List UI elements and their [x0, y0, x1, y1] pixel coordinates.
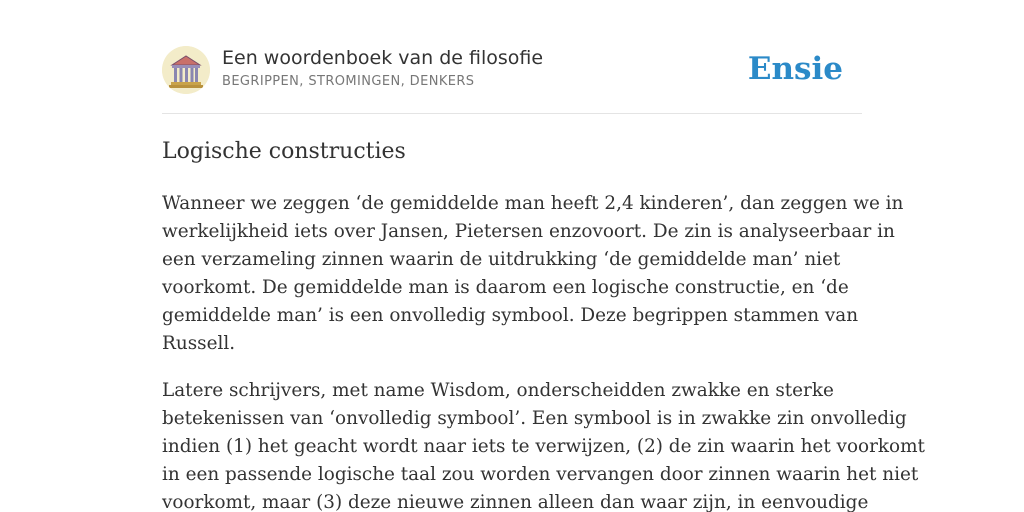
paragraph-line: Russell. — [162, 333, 236, 354]
entry-paragraph — [162, 190, 904, 358]
entry-body — [162, 190, 925, 512]
temple-icon[interactable] — [162, 46, 210, 94]
entry-paragraph — [162, 377, 925, 512]
temple-icon-graphic — [162, 46, 210, 94]
site-title[interactable]: Een woordenboek van de filosofie — [222, 47, 544, 69]
paragraph-line: voorkomt, maar (3) deze nieuwe zinnen alleen dan waar zijn, in eenvoudige — [162, 492, 869, 512]
paragraph-line: Wanneer we zeggen ‘de gemiddelde man heeft 2,4 kinderen’, dan zeggen we in — [162, 193, 904, 214]
paragraph-line: gemiddelde man’ is een onvolledig symbool. Deze begrippen stammen van — [162, 305, 859, 326]
paragraph-line: een verzameling zinnen waarin de uitdrukking ‘de gemiddelde man’ niet — [162, 249, 841, 270]
paragraph-line: betekenissen van ‘onvolledig symbool’. Een symbool is in zwakke zin onvolledig — [162, 408, 907, 429]
paragraph-line: indien (1) het geacht wordt naar iets te verwijzen, (2) de zin waarin het voorkomt — [162, 436, 925, 457]
site-header — [162, 44, 862, 114]
entry-title: Logische constructies — [162, 139, 406, 164]
paragraph-line: Latere schrijvers, met name Wisdom, onderscheidden zwakke en sterke — [162, 380, 834, 401]
paragraph-line: werkelijkheid iets over Jansen, Pietersen enzovoort. De zin is analyseerbaar in — [162, 221, 895, 242]
paragraph-line: voorkomt. De gemiddelde man is daarom een logische constructie, en ‘de — [162, 277, 849, 298]
site-subtitle: BEGRIPPEN, STROMINGEN, DENKERS — [222, 74, 475, 89]
brand-logo-link[interactable]: Ensie — [747, 51, 843, 87]
paragraph-line: in een passende logische taal zou worden vervangen door zinnen waarin het niet — [162, 464, 919, 485]
